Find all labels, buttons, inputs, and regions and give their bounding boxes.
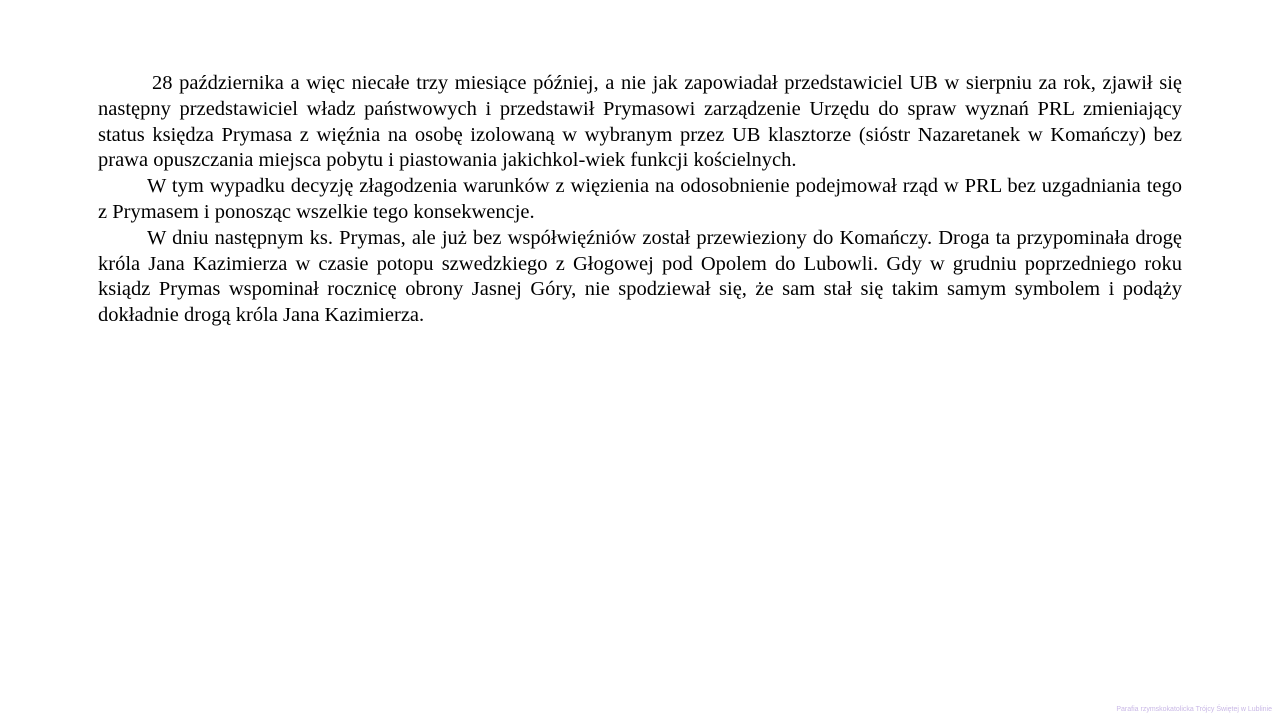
footer-note: Parafia rzymskokatolicka Trójcy Świętej w Lublinie — [1116, 706, 1272, 713]
text-body — [98, 71, 1182, 329]
paragraph-1: 28 października a więc niecałe trzy miesiące później, a nie jak zapowiadał przedstawiciel UB w sierpniu za rok, zjawił się następny przedstawiciel władz państwowych i przedstawił Prymasowi zarządzenie Urzędu do spraw wyznań PRL zmieniający status księdza Prymasa z więźnia na osobę izolowaną w wybranym przez UB klasztorze (sióstr Nazaretanek w Komańczy) bez prawa opuszczania miejsca pobytu i piastowania jakichkol-wiek funkcji kościelnych. — [98, 72, 1182, 172]
paragraph-2: W tym wypadku decyzję złagodzenia warunków z więzienia na odosobnienie podejmował rząd w PRL bez uzgadniania tego z Prymasem i ponosząc wszelkie tego konsekwencje. — [98, 175, 1182, 223]
paragraph-3: W dniu następnym ks. Prymas, ale już bez współwięźniów został przewieziony do Komańczy. Droga ta przypominała drogę króla Jana Kazimierza w czasie potopu szwedzkiego z Głogowej pod Opolem do Lubowli. Gdy w grudniu poprzedniego roku ksiądz Prymas wspominał rocznicę obrony Jasnej Góry, nie spodziewał się, że sam stał się takim samym symbolem i podąży dokładnie drogą króla Jana Kazimierza. — [98, 226, 1182, 327]
